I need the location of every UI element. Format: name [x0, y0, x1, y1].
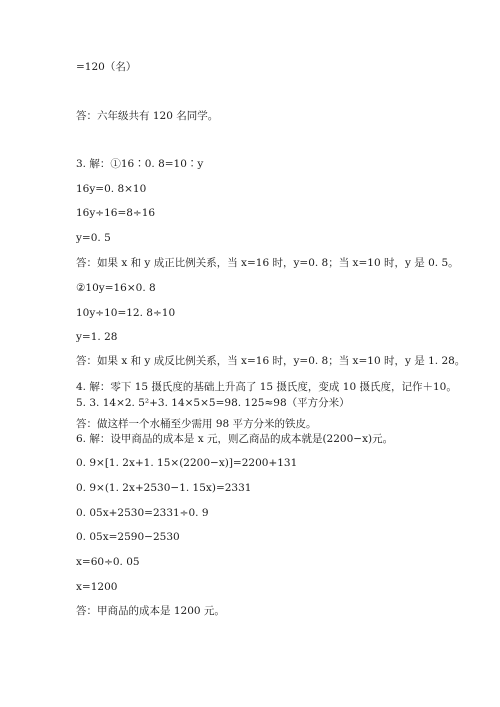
- text-line: 答：如果 x 和 y 成正比例关系，当 x=16 时，y=0. 8；当 x=10 时，y 是 0. 5。: [76, 257, 459, 269]
- text-line: y=1. 28: [76, 331, 118, 343]
- text-line: y=0. 5: [76, 232, 111, 244]
- text-line: x=1200: [76, 581, 118, 593]
- text-line: 3. 解：①16∶0. 8=10∶y: [76, 158, 204, 170]
- text-line: =120（名）: [76, 61, 137, 73]
- text-line: 4. 解：零下 15 摄氏度的基础上升高了 15 摄氏度，变成 10 摄氏度，记作＋10。: [76, 381, 457, 393]
- text-line: 0. 05x+2530=2331÷0. 9: [76, 507, 209, 519]
- text-line: 5. 3. 14×2. 5²+3. 14×5×5=98. 125≈98（平方分米）: [76, 397, 350, 409]
- text-line: 答：甲商品的成本是 1200 元。: [76, 605, 225, 617]
- text-line: 0. 9×[1. 2x+1. 15×(2200−x)]=2200+131: [76, 457, 298, 469]
- text-line: 16y=0. 8×10: [76, 183, 147, 195]
- text-line: 答：如果 x 和 y 成反比例关系，当 x=16 时，y=0. 8；当 x=10 时，y 是 1. 28。: [76, 355, 466, 367]
- text-line: 答：六年级共有 120 名同学。: [76, 110, 219, 122]
- text-line: 16y÷16=8÷16: [76, 207, 156, 219]
- text-line: 0. 9×(1. 2x+2530−1. 15x)=2331: [76, 482, 252, 494]
- text-line: 0. 05x=2590−2530: [76, 531, 180, 543]
- text-line: x=60÷0. 05: [76, 556, 140, 568]
- text-line: 答：做这样一个水桶至少需用 98 平方分米的铁皮。: [76, 418, 317, 430]
- text-line: 10y÷10=12. 8÷10: [76, 307, 176, 319]
- text-line: ②10y=16×0. 8: [76, 282, 156, 294]
- text-line: 6. 解：设甲商品的成本是 x 元，则乙商品的成本就是(2200−x)元。: [76, 433, 394, 445]
